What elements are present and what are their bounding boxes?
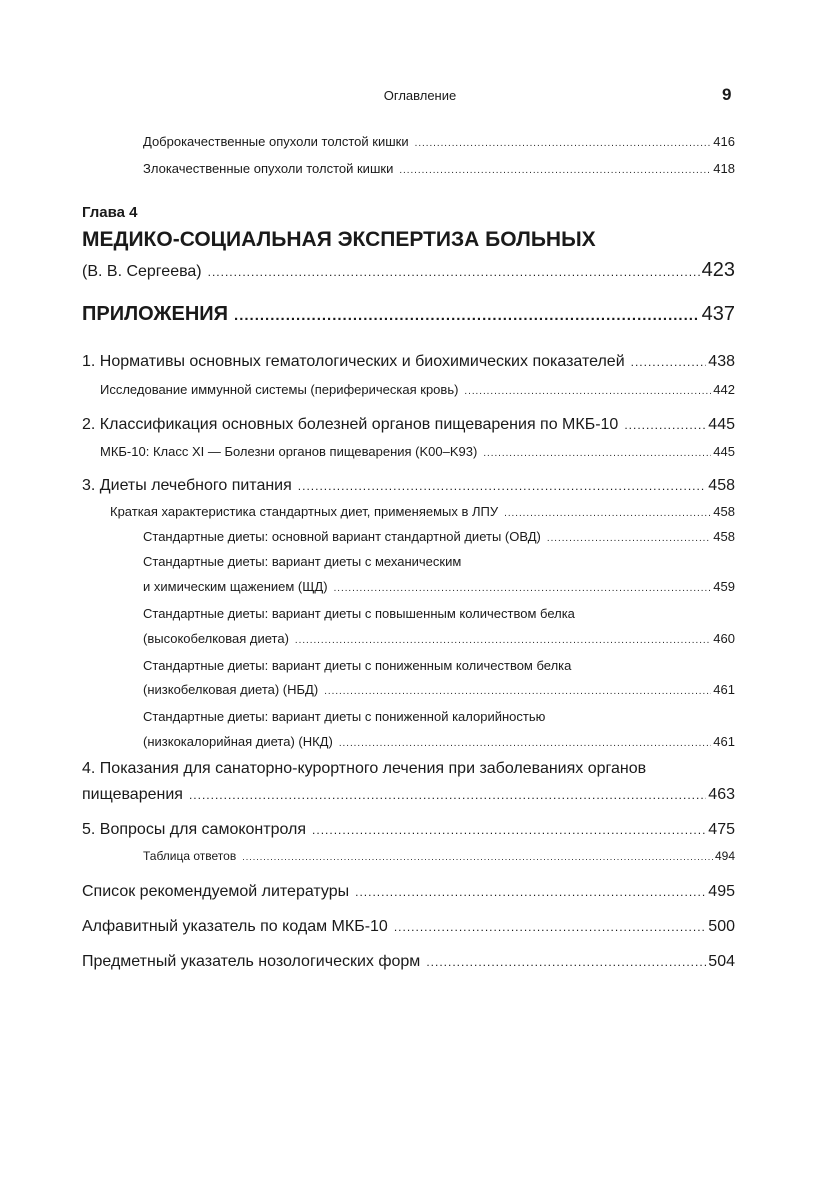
appendix-entry[interactable] xyxy=(82,303,735,326)
toc-entry-page: 461 xyxy=(713,734,735,749)
dot-leader xyxy=(298,479,707,493)
toc-entry-title[interactable]: 4. Показания для санаторно-курортного лечения при заболеваниях органов xyxy=(82,760,647,777)
dot-leader xyxy=(547,533,711,544)
dot-leader xyxy=(324,686,711,697)
toc-entry[interactable] xyxy=(82,883,735,901)
toc-entry-page: 437 xyxy=(701,303,735,325)
toc-entry-title: Список рекомендуемой литературы xyxy=(82,883,350,900)
toc-entry-title: 1. Нормативы основных гематологических и биохимических показателей xyxy=(82,353,625,370)
toc-entry-page: 458 xyxy=(713,529,735,544)
toc-entry-page: 458 xyxy=(713,504,735,519)
chapter-label: Глава 4 xyxy=(82,204,138,221)
dot-leader xyxy=(189,788,706,802)
toc-entry[interactable] xyxy=(82,918,735,936)
dot-leader xyxy=(415,138,712,149)
toc-entry-title-cont: и химическим щажением (ЩД) xyxy=(143,579,328,594)
running-title: Оглавление xyxy=(383,88,457,103)
toc-entry-page: 475 xyxy=(708,821,735,838)
toc-entry-page: 495 xyxy=(708,883,735,900)
toc-entry-title[interactable]: Стандартные диеты: вариант диеты с пониженной калорийностью xyxy=(143,709,546,724)
dot-leader xyxy=(295,635,711,646)
toc-entry-title-cont: (высокобелковая диета) xyxy=(143,631,289,646)
toc-entry-title: Краткая характеристика стандартных диет, применяемых в ЛПУ xyxy=(110,504,499,519)
toc-entry-title: Доброкачественные опухоли толстой кишки xyxy=(143,134,409,149)
toc-entry[interactable] xyxy=(82,477,735,495)
toc-entry-title[interactable]: Стандартные диеты: вариант диеты с механическим xyxy=(143,554,462,569)
dot-leader xyxy=(504,508,711,519)
toc-entry[interactable] xyxy=(100,444,735,459)
toc-entry[interactable] xyxy=(143,134,735,149)
dot-leader xyxy=(339,738,711,749)
toc-entry-page: 461 xyxy=(713,682,735,697)
toc-entry-page: 458 xyxy=(708,477,735,494)
toc-entry-title: Таблица ответов xyxy=(143,849,237,863)
toc-entry[interactable] xyxy=(143,682,735,697)
dot-leader xyxy=(624,418,706,432)
toc-entry[interactable] xyxy=(143,579,735,594)
toc-entry[interactable] xyxy=(143,631,735,646)
toc-entry-title: МКБ-10: Класс XI — Болезни органов пищеварения (K00–K93) xyxy=(100,444,478,459)
toc-entry[interactable] xyxy=(82,353,735,371)
dot-leader xyxy=(334,583,712,594)
toc-entry-title[interactable]: Стандартные диеты: вариант диеты с пониженным количеством белка xyxy=(143,658,572,673)
toc-entry-page: 418 xyxy=(713,161,735,176)
toc-entry-title: Алфавитный указатель по кодам МКБ-10 xyxy=(82,918,388,935)
toc-entry-title: Предметный указатель нозологических форм xyxy=(82,953,421,970)
toc-entry[interactable] xyxy=(143,529,735,544)
toc-entry[interactable] xyxy=(110,504,735,519)
dot-leader xyxy=(483,448,711,459)
toc-entry[interactable] xyxy=(143,161,735,176)
chapter-entry[interactable] xyxy=(82,259,735,282)
toc-entry-title[interactable]: Стандартные диеты: вариант диеты с повышенным количеством белка xyxy=(143,606,575,621)
dot-leader xyxy=(234,307,700,324)
toc-entry-page: 459 xyxy=(713,579,735,594)
toc-entry[interactable] xyxy=(82,821,735,839)
toc-entry-page: 500 xyxy=(708,918,735,935)
toc-entry-page: 494 xyxy=(714,849,735,863)
dot-leader xyxy=(464,386,711,397)
toc-entry[interactable] xyxy=(143,849,735,863)
toc-entry-page: 504 xyxy=(708,953,735,970)
toc-entry[interactable] xyxy=(82,416,735,434)
toc-entry[interactable] xyxy=(143,734,735,749)
toc-entry-title-cont: (низкокалорийная диета) (НКД) xyxy=(143,734,333,749)
toc-entry-title: 2. Классификация основных болезней органов пищеварения по МКБ-10 xyxy=(82,416,619,433)
toc-entry-page: 423 xyxy=(701,259,735,281)
toc-entry[interactable] xyxy=(82,786,735,804)
toc-entry[interactable] xyxy=(100,382,735,397)
toc-entry-page: 416 xyxy=(713,134,735,149)
toc-entry-page: 463 xyxy=(708,786,735,803)
dot-leader xyxy=(426,955,706,969)
dot-leader xyxy=(399,165,711,176)
toc-entry-title-cont: (низкобелковая диета) (НБД) xyxy=(143,682,319,697)
toc-entry-title: Злокачественные опухоли толстой кишки xyxy=(143,161,394,176)
dot-leader xyxy=(394,920,706,934)
dot-leader xyxy=(631,355,707,369)
appendix-title: ПРИЛОЖЕНИЯ xyxy=(82,303,229,325)
toc-entry-title: 3. Диеты лечебного питания xyxy=(82,477,292,494)
toc-entry[interactable] xyxy=(82,953,735,971)
toc-entry-page: 442 xyxy=(713,382,735,397)
toc-entry-title: 5. Вопросы для самоконтроля xyxy=(82,821,307,838)
dot-leader xyxy=(242,852,713,862)
toc-entry-page: 445 xyxy=(708,416,735,433)
chapter-author: (В. В. Сергеева) xyxy=(82,263,202,280)
toc-entry-page: 438 xyxy=(708,353,735,370)
dot-leader xyxy=(355,885,706,899)
dot-leader xyxy=(208,265,700,279)
toc-entry-page: 445 xyxy=(713,444,735,459)
toc-entry-title: Стандартные диеты: основной вариант стандартной диеты (ОВД) xyxy=(143,529,541,544)
toc-entry-page: 460 xyxy=(713,631,735,646)
toc-entry-title-cont: пищеварения xyxy=(82,786,183,803)
toc-entry-title: Исследование иммунной системы (периферическая кровь) xyxy=(100,382,459,397)
dot-leader xyxy=(312,823,706,837)
chapter-title[interactable]: МЕДИКО-СОЦИАЛЬНАЯ ЭКСПЕРТИЗА БОЛЬНЫХ xyxy=(82,228,596,251)
page-number: 9 xyxy=(722,85,732,104)
